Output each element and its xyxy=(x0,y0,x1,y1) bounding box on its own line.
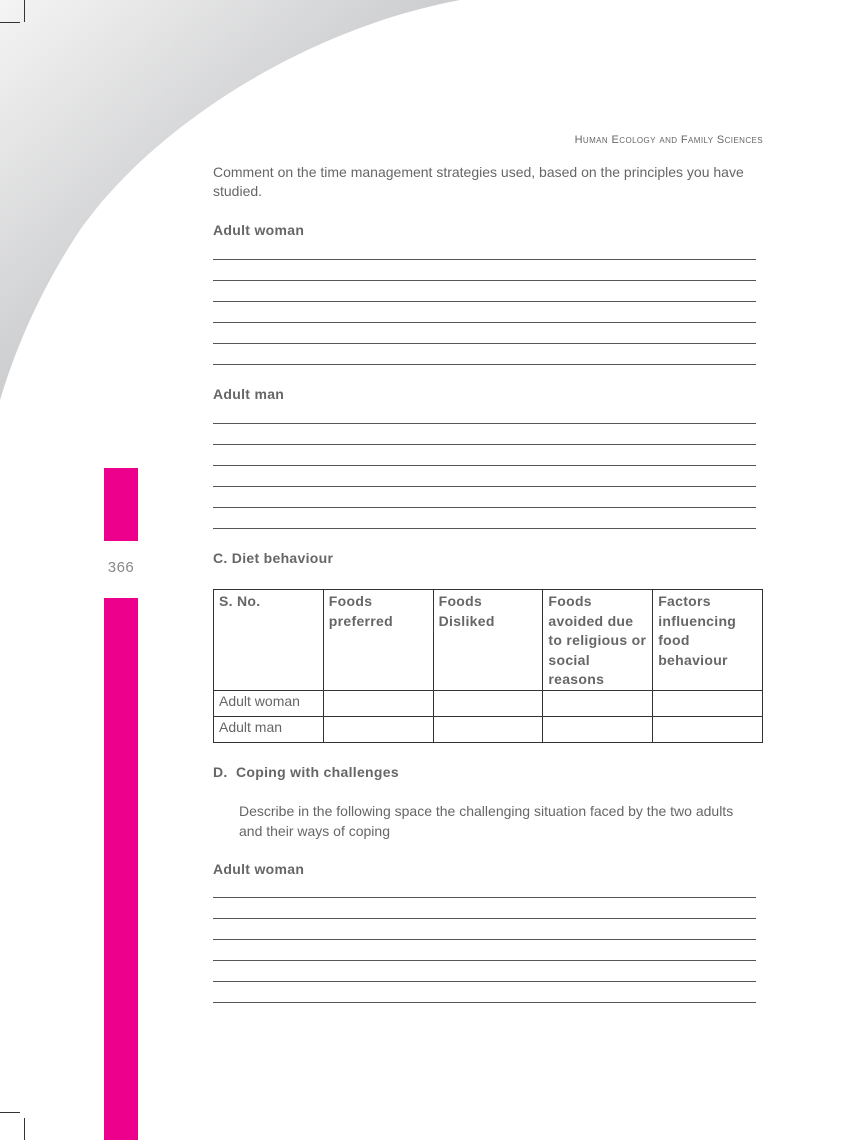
writing-line xyxy=(213,364,756,365)
table-cell: Adult man xyxy=(214,716,324,742)
table-row xyxy=(214,716,763,742)
writing-line xyxy=(213,423,756,424)
writing-line xyxy=(213,1002,756,1003)
column-header: Foods preferred xyxy=(323,590,433,691)
diet-behaviour-table xyxy=(213,589,763,743)
margin-accent-bar-bottom xyxy=(104,598,138,1140)
column-header: Foods avoided due to religious or social reasons xyxy=(543,590,653,691)
adult-woman-coping-writing-lines xyxy=(213,897,756,1023)
page-number: 366 xyxy=(107,559,135,576)
table-cell[interactable] xyxy=(653,690,763,716)
crop-mark-bottom xyxy=(24,1118,25,1140)
table-header-row xyxy=(214,590,763,691)
writing-line xyxy=(213,507,756,508)
table-cell[interactable] xyxy=(323,716,433,742)
writing-line xyxy=(213,322,756,323)
writing-line xyxy=(213,528,756,529)
adult-woman-coping-heading: Adult woman xyxy=(213,861,305,877)
section-d-description: Describe in the following space the challenging situation faced by the two adults and their ways of coping xyxy=(239,803,734,839)
running-header: Human Ecology and Family Sciences xyxy=(574,134,763,146)
intro-text: Comment on the time management strategies used, based on the principles you have studied. xyxy=(213,164,744,199)
crop-mark-top xyxy=(24,0,25,22)
section-c-title: C. Diet behaviour xyxy=(213,550,334,566)
writing-line xyxy=(213,280,756,281)
writing-line xyxy=(213,301,756,302)
adult-man-writing-lines xyxy=(213,423,756,549)
section-d-title: D. Coping with challenges xyxy=(213,764,399,780)
table-cell[interactable] xyxy=(433,716,543,742)
adult-woman-writing-lines xyxy=(213,259,756,385)
writing-line xyxy=(213,939,756,940)
adult-woman-heading: Adult woman xyxy=(213,222,305,238)
writing-line xyxy=(213,486,756,487)
table-cell[interactable] xyxy=(323,690,433,716)
writing-line xyxy=(213,259,756,260)
writing-line xyxy=(213,918,756,919)
table-cell: Adult woman xyxy=(214,690,324,716)
crop-mark-top-h xyxy=(0,22,20,23)
adult-man-heading: Adult man xyxy=(213,386,285,402)
crop-mark-bottom-h xyxy=(0,1112,20,1113)
column-header: S. No. xyxy=(214,590,324,691)
column-header: Foods Disliked xyxy=(433,590,543,691)
margin-accent-bar-top xyxy=(104,468,138,541)
writing-line xyxy=(213,960,756,961)
table-cell[interactable] xyxy=(433,690,543,716)
writing-line xyxy=(213,343,756,344)
table-cell[interactable] xyxy=(543,690,653,716)
table-row xyxy=(214,690,763,716)
writing-line xyxy=(213,981,756,982)
table-cell[interactable] xyxy=(543,716,653,742)
writing-line xyxy=(213,444,756,445)
table-cell[interactable] xyxy=(653,716,763,742)
writing-line xyxy=(213,897,756,898)
writing-line xyxy=(213,465,756,466)
column-header: Factors influencing food behaviour xyxy=(653,590,763,691)
